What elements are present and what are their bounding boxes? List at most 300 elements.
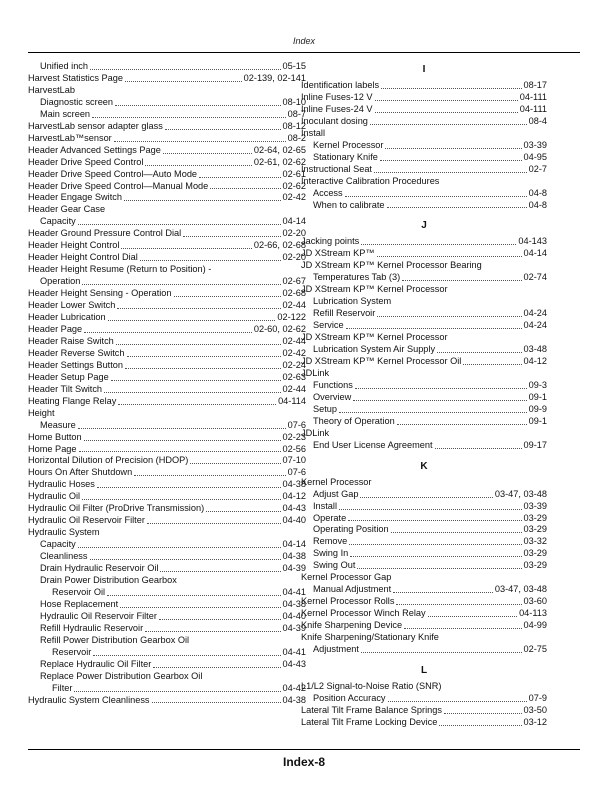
index-entry-page-ref: 02-60, 02-62 xyxy=(253,323,306,334)
index-entry xyxy=(28,384,306,396)
index-entry-term: Lubrication System Air Supply xyxy=(313,344,436,355)
index-entry-term: Header Settings Button xyxy=(28,359,123,370)
index-entry xyxy=(301,320,547,332)
dot-leader xyxy=(97,486,281,488)
index-entry-term: Overview xyxy=(313,391,352,402)
index-entry-term: Header Reverse Switch xyxy=(28,347,125,358)
dot-leader xyxy=(357,567,521,569)
index-entry xyxy=(28,659,306,671)
index-entry-page-ref: 03-32 xyxy=(523,536,547,547)
index-entry xyxy=(28,360,306,372)
index-entry-page-ref: 02-24 xyxy=(282,359,306,370)
index-entry xyxy=(28,611,306,623)
dot-leader xyxy=(375,99,518,101)
index-entry-page-ref: 04-113 xyxy=(519,608,547,619)
index-entry xyxy=(301,572,547,584)
index-entry-term: Hours On After Shutdown xyxy=(28,467,133,478)
index-entry xyxy=(301,164,547,176)
index-entry-term: Kernel Processor xyxy=(313,139,384,150)
index-entry-term: Header Height Resume (Return to Position) - xyxy=(28,264,212,275)
index-entry-page-ref: 02-7 xyxy=(528,163,547,174)
index-entry-term: Header Gear Case xyxy=(28,204,106,215)
index-entry xyxy=(28,204,306,216)
index-entry xyxy=(28,491,306,503)
dot-leader xyxy=(174,295,281,297)
index-entry-page-ref: 04-24 xyxy=(523,320,547,331)
dot-leader xyxy=(350,555,521,557)
dot-leader xyxy=(397,423,527,425)
index-entry xyxy=(301,200,547,212)
index-entry xyxy=(301,356,547,368)
index-entry-term: Header Height Sensing - Operation xyxy=(28,288,172,299)
dot-leader xyxy=(90,558,281,560)
index-entry xyxy=(28,695,306,707)
dot-leader xyxy=(199,176,280,178)
index-entry-term: Header Drive Speed Control—Manual Mode xyxy=(28,180,209,191)
index-entry-term: Refill Power Distribution Gearbox Oil xyxy=(40,634,190,645)
index-entry xyxy=(301,632,547,644)
dot-leader xyxy=(104,391,280,393)
index-entry xyxy=(28,432,306,444)
dot-leader xyxy=(114,140,286,142)
index-entry-page-ref: 03-29 xyxy=(523,524,547,535)
index-entry-term: Inoculant dosing xyxy=(301,115,368,126)
index-entry xyxy=(28,336,306,348)
index-entry-term: Refill Hydraulic Reservoir xyxy=(40,622,144,633)
dot-leader xyxy=(90,68,280,70)
index-entry-page-ref: 07-6 xyxy=(287,467,306,478)
dot-leader xyxy=(111,379,281,381)
index-entry xyxy=(301,489,547,501)
index-entry-page-ref: 02-56 xyxy=(282,443,306,454)
index-entry-term: Heating Flange Relay xyxy=(28,395,117,406)
index-entry xyxy=(301,620,547,632)
dot-leader xyxy=(124,199,281,201)
dot-leader xyxy=(444,712,522,714)
index-entry-term: Drain Power Distribution Gearbox xyxy=(40,574,177,585)
index-entry-term: End User License Agreement xyxy=(313,439,433,450)
index-entry-term: Instructional Seat xyxy=(301,163,372,174)
index-entry xyxy=(301,152,547,164)
dot-leader xyxy=(74,690,280,692)
dot-leader xyxy=(145,630,280,632)
dot-leader xyxy=(78,427,286,429)
dot-leader xyxy=(355,387,527,389)
index-entry-page-ref: 04-39 xyxy=(282,563,306,574)
index-entry xyxy=(28,324,306,336)
index-entry xyxy=(28,420,306,432)
index-entry-term: Header Ground Pressure Control Dial xyxy=(28,228,182,239)
index-entry-term: Header Height Control xyxy=(28,240,120,251)
index-entry xyxy=(28,372,306,384)
index-entry-page-ref: 03-47, 03-48 xyxy=(494,584,547,595)
dot-leader xyxy=(121,247,251,249)
index-entry-term: JDLink xyxy=(301,427,330,438)
index-entry-page-ref: 03-39 xyxy=(523,500,547,511)
index-entry xyxy=(28,467,306,479)
index-entry xyxy=(28,312,306,324)
index-entry-term: Height xyxy=(28,407,55,418)
index-entry-page-ref: 05-15 xyxy=(282,61,306,71)
index-entry xyxy=(301,681,547,693)
index-entry-term: Knife Sharpening Device xyxy=(301,620,403,631)
dot-leader xyxy=(84,439,281,441)
index-entry-term: Knife Sharpening/Stationary Knife xyxy=(301,632,439,643)
index-entry-term: Header Lubrication xyxy=(28,312,106,323)
dot-leader xyxy=(387,206,527,208)
index-entry-page-ref: 04-12 xyxy=(523,356,547,367)
index-entry-term: Header Drive Speed Control—Auto Mode xyxy=(28,168,198,179)
dot-leader xyxy=(165,128,281,130)
index-entry-term: Header Page xyxy=(28,323,83,334)
index-entry-term: JD XStream KP™ Kernel Processor xyxy=(301,332,448,343)
index-entry-page-ref: 09-1 xyxy=(528,391,547,402)
section-letter: K xyxy=(420,460,428,472)
index-entry-page-ref: 04-41 xyxy=(282,646,306,657)
index-entry-term: HarvestLab sensor adapter glass xyxy=(28,120,163,131)
index-entry-term: Header Setup Page xyxy=(28,371,109,382)
index-entry-term: Adjustment xyxy=(313,643,359,654)
dot-leader xyxy=(78,546,281,548)
index-column-left xyxy=(28,61,306,706)
index-entry xyxy=(28,264,306,276)
dot-leader xyxy=(127,355,281,357)
index-entry-page-ref: 03-29 xyxy=(523,548,547,559)
index-entry-term: Theory of Operation xyxy=(313,415,395,426)
index-entry-page-ref: 02-44 xyxy=(282,300,306,311)
index-entry-page-ref: 02-66, 02-68 xyxy=(253,240,306,251)
dot-leader xyxy=(120,606,280,608)
index-entry-page-ref: 08-4 xyxy=(528,115,547,126)
index-entry-term: Inline Fuses-24 V xyxy=(301,103,373,114)
dot-leader xyxy=(393,591,493,593)
dot-leader xyxy=(125,80,242,82)
index-entry xyxy=(28,671,306,683)
dot-leader xyxy=(210,187,280,189)
index-entry-term: When to calibrate xyxy=(313,199,385,210)
index-entry-page-ref: 09-3 xyxy=(528,379,547,390)
index-entry-term: Access xyxy=(313,187,343,198)
index-entry xyxy=(301,644,547,656)
index-entry-page-ref: 04-114 xyxy=(278,395,306,406)
index-entry xyxy=(301,477,547,489)
dot-leader xyxy=(435,447,522,449)
index-entry xyxy=(301,608,547,620)
index-entry-term: JD XStream KP™ xyxy=(301,248,375,259)
dot-leader xyxy=(404,627,521,629)
index-entry-page-ref: 09-9 xyxy=(528,403,547,414)
index-entry-page-ref: 04-38 xyxy=(282,694,306,705)
index-entry-term: JDLink xyxy=(301,367,330,378)
dot-leader xyxy=(134,474,285,476)
index-entry xyxy=(28,683,306,695)
index-entry-page-ref: 04-39 xyxy=(282,622,306,633)
dot-leader xyxy=(82,498,280,500)
index-entry-term: Lubrication System xyxy=(313,296,392,307)
dot-leader xyxy=(125,367,281,369)
dot-leader xyxy=(402,279,521,281)
index-entry-term: Interactive Calibration Procedures xyxy=(301,175,440,186)
index-entry-term: Stationary Knife xyxy=(313,151,378,162)
index-entry-term: HarvestLab™sensor xyxy=(28,132,112,143)
index-entry xyxy=(301,260,547,272)
index-entry-term: Manual Adjustment xyxy=(313,584,392,595)
index-entry-page-ref: 09-17 xyxy=(523,439,547,450)
index-entry xyxy=(28,599,306,611)
index-entry-term: Install xyxy=(301,127,326,138)
index-entry-page-ref: 02-68 xyxy=(282,288,306,299)
index-entry-page-ref: 02-64, 02-65 xyxy=(253,144,306,155)
index-entry-page-ref: 08-2 xyxy=(287,132,306,143)
index-entry xyxy=(28,97,306,109)
index-entry-term: Replace Hydraulic Oil Filter xyxy=(40,658,152,669)
section-letter: J xyxy=(421,220,427,232)
index-entry-term: Header Lower Switch xyxy=(28,300,116,311)
index-entry-page-ref: 02-122 xyxy=(277,312,306,323)
index-entry-term: Service xyxy=(313,320,344,331)
index-entry-term: Cleanliness xyxy=(40,551,88,562)
index-entry-term: Home Button xyxy=(28,431,82,442)
dot-leader xyxy=(385,147,521,149)
index-entry xyxy=(301,717,547,729)
index-entry xyxy=(28,587,306,599)
index-entry xyxy=(301,548,547,560)
index-entry-page-ref: 02-61 xyxy=(282,168,306,179)
index-entry-page-ref: 04-41 xyxy=(282,586,306,597)
index-column-right xyxy=(301,61,547,729)
index-entry xyxy=(301,236,547,248)
index-entry xyxy=(28,503,306,515)
index-entry-term: Horizontal Dilution of Precision (HDOP) xyxy=(28,455,189,466)
index-entry-term: Reservoir Oil xyxy=(52,586,106,597)
dot-leader xyxy=(428,615,517,617)
index-entry xyxy=(28,575,306,587)
index-entry xyxy=(28,647,306,659)
index-entry-page-ref: 04-40 xyxy=(282,610,306,621)
index-entry-page-ref: 02-20 xyxy=(282,252,306,263)
dot-leader xyxy=(206,510,280,512)
index-entry-page-ref: 02-75 xyxy=(523,643,547,654)
dot-leader xyxy=(377,255,522,257)
index-entry xyxy=(301,128,547,140)
index-entry-page-ref: 08-10 xyxy=(282,96,306,107)
dot-leader xyxy=(349,543,521,545)
dot-leader xyxy=(381,87,521,89)
dot-leader xyxy=(439,724,521,726)
dot-leader xyxy=(78,223,281,225)
index-entry-term: JD XStream KP™ Kernel Processor Oil xyxy=(301,356,462,367)
index-entry-term: Identification labels xyxy=(301,80,380,90)
index-entry xyxy=(28,228,306,240)
index-entry-page-ref: 02-67 xyxy=(282,276,306,287)
dot-leader xyxy=(163,152,252,154)
dot-leader xyxy=(374,171,527,173)
index-entry xyxy=(28,61,306,73)
index-entry-term: Header Engage Switch xyxy=(28,192,122,203)
index-entry xyxy=(301,501,547,513)
index-entry-term: Hydraulic Oil Filter (ProDrive Transmission) xyxy=(28,503,205,514)
index-entry-page-ref: 04-43 xyxy=(282,503,306,514)
index-entry-term: Jacking points xyxy=(301,236,360,247)
index-entry-term: Lateral Tilt Frame Locking Device xyxy=(301,716,438,727)
index-entry-page-ref: 02-139, 02-141 xyxy=(243,72,306,83)
dot-leader xyxy=(391,531,522,533)
dot-leader xyxy=(147,522,281,524)
index-entry-term: Capacity xyxy=(40,539,76,550)
index-entry xyxy=(301,428,547,440)
dot-leader xyxy=(380,159,522,161)
index-entry xyxy=(301,140,547,152)
index-entry xyxy=(301,284,547,296)
dot-leader xyxy=(152,701,281,703)
index-entry-term: Inline Fuses-12 V xyxy=(301,91,373,102)
index-entry xyxy=(28,157,306,169)
dot-leader xyxy=(388,700,527,702)
index-entry-page-ref: 04-8 xyxy=(528,199,547,210)
index-entry xyxy=(28,635,306,647)
index-entry-term: Measure xyxy=(40,419,76,430)
index-entry-term: Reservoir xyxy=(52,646,92,657)
index-entry-page-ref: 03-39 xyxy=(523,139,547,150)
index-entry xyxy=(301,176,547,188)
index-entry xyxy=(28,623,306,635)
index-entry-term: Remove xyxy=(313,536,348,547)
index-entry-term: Unified inch xyxy=(40,61,89,71)
index-entry xyxy=(28,85,306,97)
dot-leader xyxy=(159,618,281,620)
index-entry-page-ref: 03-29 xyxy=(523,512,547,523)
index-entry-page-ref: 04-111 xyxy=(519,91,547,102)
index-entry-page-ref: 04-95 xyxy=(523,151,547,162)
dot-leader xyxy=(140,259,281,261)
index-entry-term: Kernel Processor xyxy=(301,476,372,487)
index-entry-term: Main screen xyxy=(40,108,91,119)
index-entry xyxy=(28,169,306,181)
footer-rule xyxy=(28,749,580,750)
index-entry-term: Hydraulic System xyxy=(28,527,100,538)
index-entry-page-ref: 08-17 xyxy=(523,80,547,90)
index-entry-page-ref: 02-44 xyxy=(282,383,306,394)
index-entry-term: Filter xyxy=(52,682,73,693)
dot-leader xyxy=(437,351,521,353)
index-entry xyxy=(301,332,547,344)
dot-leader xyxy=(190,462,280,464)
index-entry xyxy=(301,524,547,536)
running-header: Index xyxy=(292,36,316,46)
index-entry-term: Drain Hydraulic Reservoir Oil xyxy=(40,563,159,574)
index-entry-term: Harvest Statistics Page xyxy=(28,72,123,83)
index-entry xyxy=(301,404,547,416)
index-entry-page-ref: 03-47, 03-48 xyxy=(494,488,547,499)
index-entry-page-ref: 03-29 xyxy=(523,560,547,571)
dot-leader xyxy=(153,666,280,668)
index-entry-term: Lateral Tilt Frame Balance Springs xyxy=(301,704,442,715)
index-entry-page-ref: 04-38 xyxy=(282,598,306,609)
index-entry-term: Diagnostic screen xyxy=(40,96,114,107)
index-entry-term: Functions xyxy=(313,379,353,390)
index-entry xyxy=(28,216,306,228)
section-letter: L xyxy=(420,664,428,676)
index-entry-term: Adjust Gap xyxy=(313,488,359,499)
index-entry-term: Header Drive Speed Control xyxy=(28,156,144,167)
index-entry xyxy=(28,396,306,408)
index-entry xyxy=(301,308,547,320)
dot-leader xyxy=(93,654,280,656)
dot-leader xyxy=(117,307,280,309)
index-entry xyxy=(301,560,547,572)
index-entry xyxy=(301,296,547,308)
index-entry-term: Hydraulic Oil xyxy=(28,491,81,502)
index-entry-page-ref: 04-14 xyxy=(523,248,547,259)
index-entry-page-ref: 09-1 xyxy=(528,415,547,426)
index-entry xyxy=(301,392,547,404)
index-entry-page-ref: 07-10 xyxy=(282,455,306,466)
index-entry-term: Kernel Processor Gap xyxy=(301,572,392,583)
index-entry-term: Position Accuracy xyxy=(313,692,386,703)
index-entry-page-ref: 02-44 xyxy=(282,335,306,346)
index-entry-term: Hydraulic Hoses xyxy=(28,479,95,490)
dot-leader xyxy=(360,496,492,498)
dot-leader xyxy=(463,363,521,365)
index-entry-term: Kernel Processor Winch Relay xyxy=(301,608,426,619)
index-entry xyxy=(28,563,306,575)
dot-leader xyxy=(370,123,527,125)
dot-leader xyxy=(339,411,527,413)
index-entry-page-ref: 08-12 xyxy=(282,120,306,131)
dot-leader xyxy=(115,104,280,106)
index-entry xyxy=(301,368,547,380)
index-entry-term: Header Height Control Dial xyxy=(28,252,138,263)
index-entry-term: Hydraulic Oil Reservoir Filter xyxy=(40,610,157,621)
index-entry-page-ref: 02-20 xyxy=(282,228,306,239)
index-entry xyxy=(301,440,547,452)
dot-leader xyxy=(145,164,251,166)
index-entry-term: Header Raise Switch xyxy=(28,335,114,346)
index-entry-page-ref: 04-14 xyxy=(282,539,306,550)
index-entry-page-ref: 07-6 xyxy=(287,419,306,430)
index-entry xyxy=(301,380,547,392)
index-entry xyxy=(301,104,547,116)
index-entry xyxy=(28,539,306,551)
index-entry-page-ref: 04-12 xyxy=(282,491,306,502)
dot-leader xyxy=(82,283,280,285)
dot-leader xyxy=(375,111,518,113)
index-entry xyxy=(301,188,547,200)
index-entry-page-ref: 02-62 xyxy=(282,180,306,191)
index-entry xyxy=(301,536,547,548)
index-entry-term: Header Tilt Switch xyxy=(28,383,103,394)
index-entry xyxy=(28,348,306,360)
index-entry xyxy=(301,344,547,356)
index-entry xyxy=(301,248,547,260)
index-entry xyxy=(301,693,547,705)
dot-leader xyxy=(108,319,276,321)
index-entry-page-ref: 02-42 xyxy=(282,347,306,358)
index-entry-page-ref: 04-38 xyxy=(282,551,306,562)
index-entry-term: L1/L2 Signal-to-Noise Ratio (SNR) xyxy=(301,680,442,691)
index-entry-term: JD XStream KP™ Kernel Processor Bearing xyxy=(301,260,482,271)
index-entry-page-ref: 02-42 xyxy=(282,192,306,203)
dot-leader xyxy=(84,331,252,333)
index-entry xyxy=(28,551,306,563)
index-entry-term: JD XStream KP™ Kernel Processor xyxy=(301,284,448,295)
index-entry-term: Temperatures Tab (3) xyxy=(313,272,401,283)
index-entry-page-ref: 04-111 xyxy=(519,103,547,114)
dot-leader xyxy=(118,403,276,405)
index-entry xyxy=(301,92,547,104)
index-entry-term: Home Page xyxy=(28,443,77,454)
index-entry-term: Install xyxy=(313,500,338,511)
